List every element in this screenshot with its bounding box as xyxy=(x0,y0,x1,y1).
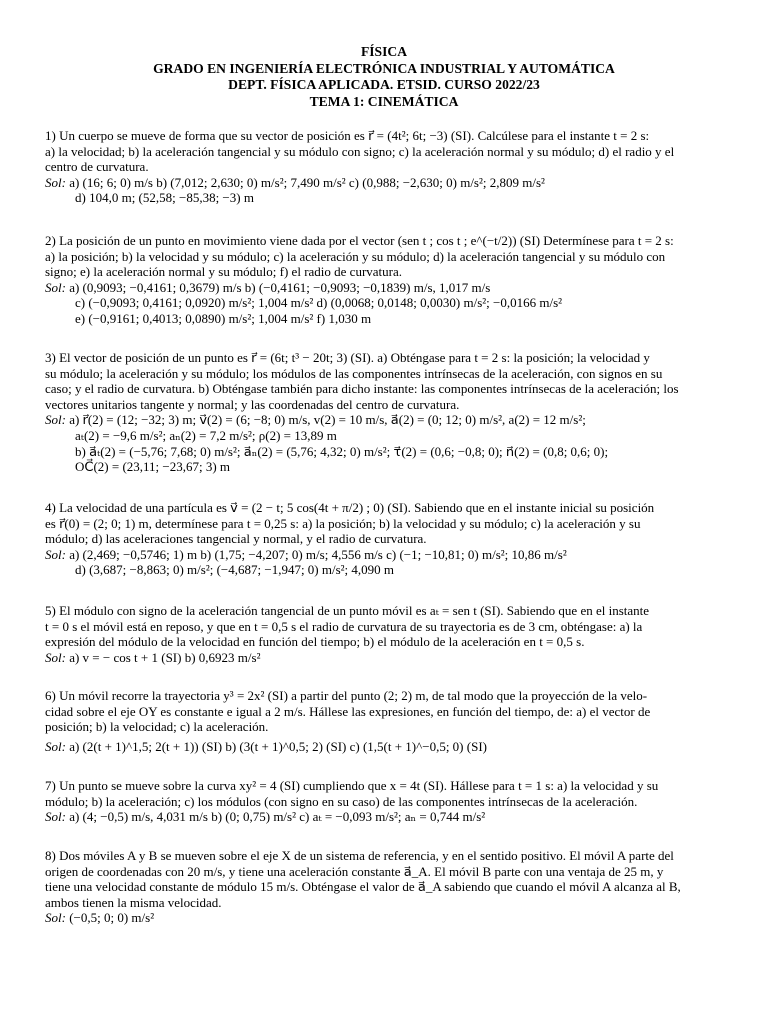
problem-2 xyxy=(45,233,723,327)
solution-label: Sol: xyxy=(45,412,66,428)
statement-line: tiene una velocidad constante de módulo 15 m/s. Obténgase el valor de a⃗_A sabiendo que cuando el móvil A alcanza al B, xyxy=(45,879,681,895)
solution-line: d) 104,0 m; (52,58; −85,38; −3) m xyxy=(75,190,254,206)
statement-line: 3) El vector de posición de un punto es r⃗ = (6t; t³ − 20t; 3) (SI). a) Obténgase para t = 2 s: la posición; la velocidad y xyxy=(45,350,650,365)
document-header xyxy=(0,44,768,110)
solution-text: a) (2,469; −0,5746; 1) m b) (1,75; −4,207; 0) m/s; 4,556 m/s c) (−1; −10,81; 0) m/s²; 10,86 m/s² xyxy=(69,546,567,562)
solution-line xyxy=(45,175,723,191)
solution-label: Sol: xyxy=(45,279,66,295)
statement-line: su módulo; la aceleración y su módulo; los módulos de las componentes intrínsecas de la aceleración, con signos en su xyxy=(45,365,663,381)
problem-5 xyxy=(45,603,723,665)
solution-text: (−0,5; 0; 0) m/s² xyxy=(69,910,155,926)
statement-line: 1) Un cuerpo se mueve de forma que su vector de posición es r⃗ = (4t²; 6t; −3) (SI). Calcúlese para el instante t = 2 s: xyxy=(45,128,650,143)
solution-line xyxy=(45,650,723,666)
statement-line: expresión del módulo de la velocidad en función del tiempo; b) el módulo de la aceleración en t = 0,5 s. xyxy=(45,634,585,650)
solution-text: a) (4; −0,5) m/s, 4,031 m/s b) (0; 0,75) m/s² c) aₜ = −0,093 m/s²; aₙ = 0,744 m/s² xyxy=(69,809,486,825)
statement-line: t = 0 s el móvil está en reposo, y que en t = 0,5 s el radio de curvatura de su trayectoria es de 3 cm, obténgase: a) la xyxy=(45,618,643,634)
problem-7 xyxy=(45,778,723,825)
solution-text: a) (0,9093; −0,4161; 0,3679) m/s b) (−0,4161; −0,9093; −0,1839) m/s, 1,017 m/s xyxy=(69,279,491,295)
statement-line: 2) La posición de un punto en movimiento viene dada por el vector (sen t ; cos t ; e^(−t/2)) (SI) Determínese para t = 2 s: xyxy=(45,233,674,248)
solution-line xyxy=(45,809,723,825)
solution-line: OC⃗(2) = (23,11; −23,67; 3) m xyxy=(75,459,231,475)
solution-line: c) (−0,9093; 0,4161; 0,0920) m/s²; 1,004 m/s² d) (0,0068; 0,0148; 0,0030) m/s²; −0,0166 m/s² xyxy=(75,295,563,311)
header-department: DEPT. FÍSICA APLICADA. ETSID. CURSO 2022/23 xyxy=(228,77,540,92)
solution-line xyxy=(45,739,723,755)
statement-line: origen de coordenadas con 20 m/s, y tiene una aceleración constante a⃗_A. El móvil B parte con una ventaja de 25 m, y xyxy=(45,863,664,879)
solution-text: a) r⃗(2) = (12; −32; 3) m; v⃗(2) = (6; −8; 0) m/s, v(2) = 10 m/s, a⃗(2) = (0; 12; 0) m/s², a(2) = 12 m/s²; xyxy=(69,412,586,428)
solution-line xyxy=(45,547,723,563)
statement-line: 5) El módulo con signo de la aceleración tangencial de un punto móvil es aₜ = sen t (SI). Sabiendo que en el instante xyxy=(45,603,650,618)
solution-label: Sol: xyxy=(45,910,66,926)
header-course: FÍSICA xyxy=(360,44,408,59)
problem-1 xyxy=(45,128,723,206)
statement-line: 7) Un punto se mueve sobre la curva xy² = 4 (SI) cumpliendo que x = 4t (SI). Hállese para t = 1 s: a) la velocidad y su xyxy=(45,778,659,793)
statement-line: a) la velocidad; b) la aceleración tangencial y su módulo con signo; c) la aceleración normal y su módulo; d) el radio y el xyxy=(45,143,675,159)
solution-line xyxy=(45,412,723,428)
solution-label: Sol: xyxy=(45,174,66,190)
solution-label: Sol: xyxy=(45,649,66,665)
problem-3 xyxy=(45,350,723,475)
problem-4 xyxy=(45,500,723,578)
solution-line xyxy=(45,910,723,926)
statement-line: centro de curvatura. xyxy=(45,159,149,175)
statement-line: vectores unitarios tangente y normal; y las coordenadas del centro de curvatura. xyxy=(45,396,460,412)
problem-8 xyxy=(45,848,723,926)
statement-line: caso; y el radio de curvatura. b) Obténgase también para dicho instante: las componentes intrínsecas de la aceleración; los xyxy=(45,381,679,397)
solution-line: e) (−0,9161; 0,4013; 0,0890) m/s²; 1,004 m/s² f) 1,030 m xyxy=(75,310,372,326)
solution-text: a) (16; 6; 0) m/s b) (7,012; 2,630; 0) m/s²; 7,490 m/s² c) (0,988; −2,630; 0) m/s²; 2,809 m/s² xyxy=(69,174,545,190)
header-topic: TEMA 1: CINEMÁTICA xyxy=(309,93,459,109)
problem-6 xyxy=(45,688,723,754)
statement-line: módulo; b) la aceleración; c) los módulos (con signo en su caso) de las componentes intrínsecas de la aceleración. xyxy=(45,793,638,809)
statement-line: 6) Un móvil recorre la trayectoria y³ = 2x² (SI) a partir del punto (2; 2) m, de tal modo que la proyección de la velo- xyxy=(45,688,648,703)
statement-line: ambos tienen la misma velocidad. xyxy=(45,894,222,910)
solution-label: Sol: xyxy=(45,546,66,562)
solution-label: Sol: xyxy=(45,809,66,825)
statement-line: 4) La velocidad de una partícula es v⃗ = (2 − t; 5 cos(4t + π/2) ; 0) (SI). Sabiendo que en el instante inicial su posición xyxy=(45,500,655,515)
statement-line: signo; e) la aceleración normal y su módulo; f) el radio de curvatura. xyxy=(45,264,403,280)
statement-line: módulo; d) las aceleraciones tangencial y normal, y el radio de curvatura. xyxy=(45,531,427,547)
solution-text: a) (2(t + 1)^1,5; 2(t + 1)) (SI) b) (3(t + 1)^0,5; 2) (SI) c) (1,5(t + 1)^−0,5; 0) (SI) xyxy=(69,738,487,754)
statement-line: cidad sobre el eje OY es constante e igual a 2 m/s. Hállese las expresiones, en función del tiempo, de: a) el vector de xyxy=(45,703,651,719)
solution-label: Sol: xyxy=(45,738,66,754)
header-degree: GRADO EN INGENIERÍA ELECTRÓNICA INDUSTRIAL Y AUTOMÁTICA xyxy=(153,60,615,76)
statement-line: 8) Dos móviles A y B se mueven sobre el eje X de un sistema de referencia, y en el sentido positivo. El móvil A parte del xyxy=(45,848,674,863)
solution-line: aₜ(2) = −9,6 m/s²; aₙ(2) = 7,2 m/s²; ρ(2) = 13,89 m xyxy=(75,427,337,443)
solution-text: a) v = − cos t + 1 (SI) b) 0,6923 m/s² xyxy=(69,649,261,665)
statement-line: es r⃗(0) = (2; 0; 1) m, determínese para t = 0,25 s: a) la posición; b) la velocidad y su módulo; c) la aceleración y su xyxy=(45,515,641,531)
solution-line: d) (3,687; −8,863; 0) m/s²; (−4,687; −1,947; 0) m/s²; 4,090 m xyxy=(75,562,395,578)
statement-line: a) la posición; b) la velocidad y su módulo; c) la aceleración y su módulo; d) la aceleración tangencial y su módulo con xyxy=(45,248,666,264)
solution-line xyxy=(45,280,723,296)
solution-line: b) a⃗ₜ(2) = (−5,76; 7,68; 0) m/s²; a⃗ₙ(2) = (5,76; 4,32; 0) m/s²; τ⃗(2) = (0,6; −0,8; 0); n⃗(2) = (0,8; 0,6; 0); xyxy=(75,443,609,459)
statement-line: posición; b) la velocidad; c) la aceleración. xyxy=(45,719,269,735)
